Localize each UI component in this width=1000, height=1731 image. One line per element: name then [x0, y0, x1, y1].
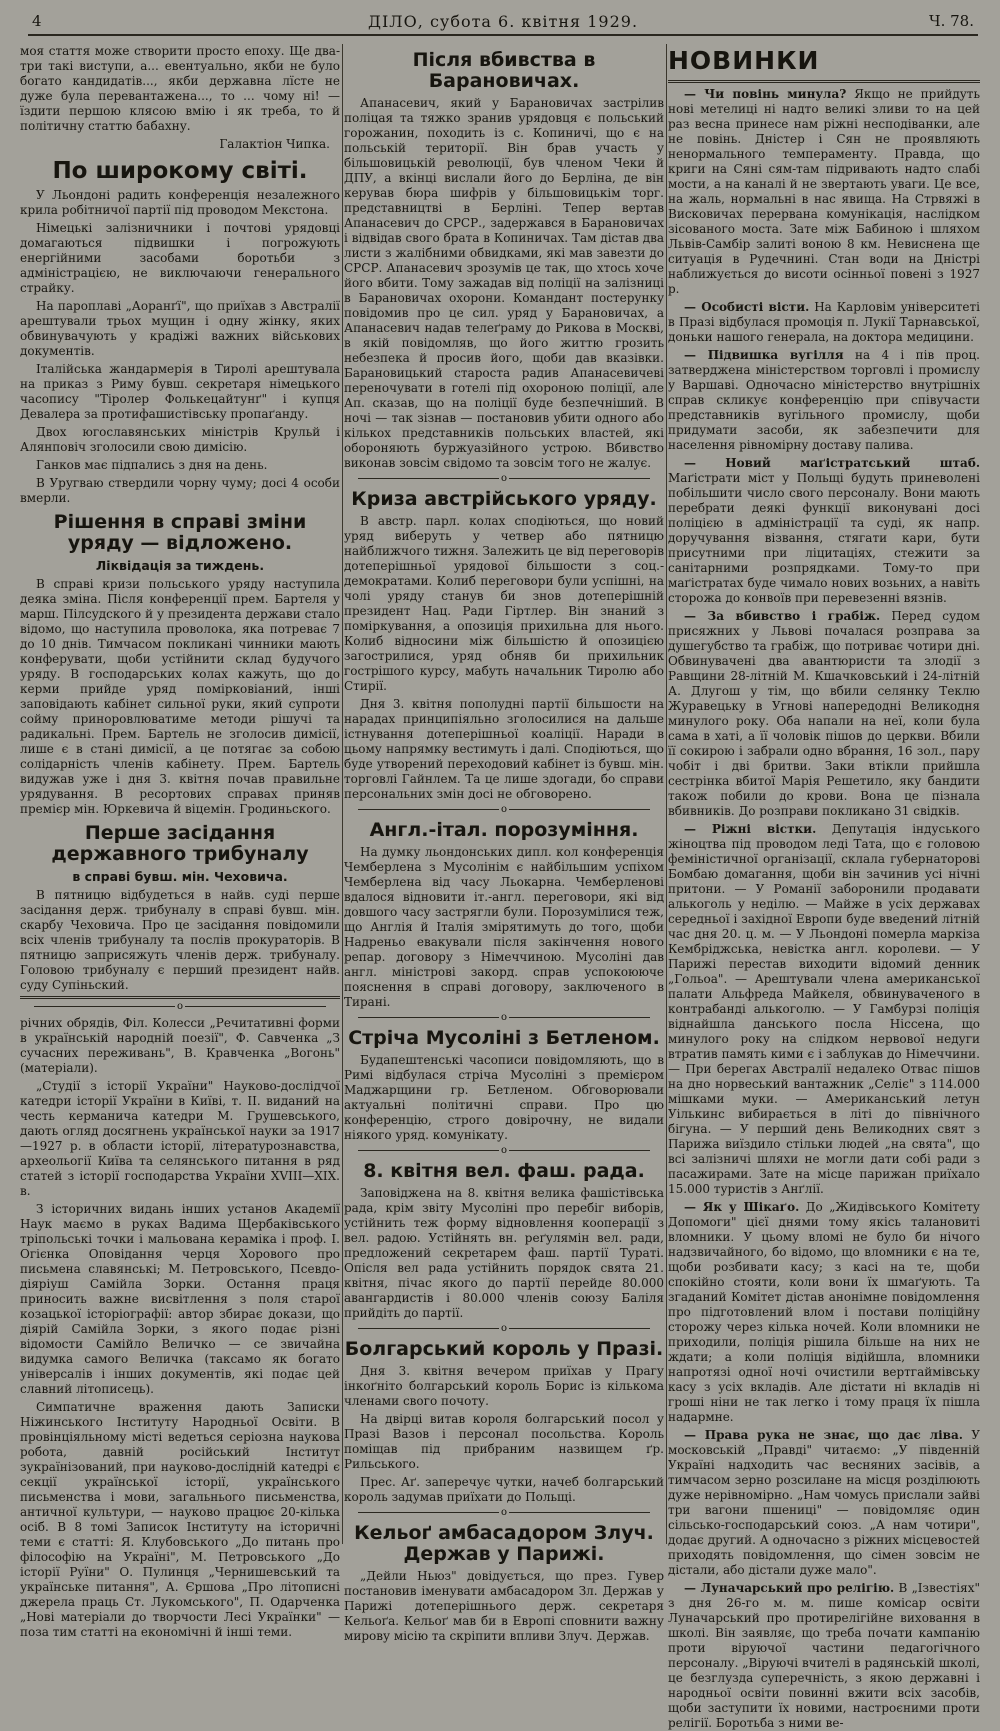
separator-ornament: o: [20, 1003, 340, 1011]
news-item: [668, 609, 980, 819]
news-item-text: на 4 і пів проц. затверджена міністерством торговлі і промислу у Варшаві. Одночасно міністерство внутрішніх справ скликує конференцію при співучасти представників вугільного промислу, щоби придумати засоби, як забезпечити для населення рівномірну доставу палива.: [668, 348, 980, 452]
news-item-lead: — Чи повінь минула?: [684, 87, 847, 101]
news-item: [668, 348, 980, 453]
news-item-text: Депутація індуського жіноцтва під проводом леді Тата, що є головою феміністичної організації, склала губернаторові Бомбаю домагання, щоби він зачинив усі нічні притони. — У Романії заборонили продавати алькоголь у неділю. — Майже в усіх державах середньої і західної Европи буде введений літній час дня 20. ц. м. — У Льондоні померла маркіза Кембріджська, невістка англ. королеви. — У Парижі перестав виходити відомий денник „Гольоа". — Арештували члена американської палати Альфреда Майкеля, обвинуваченого в контрабанді алькоголю. — У Гамбурзі поліція віднайшла данського посла Ніссена, що минулого року на слідком нервової недуги втратив память кими є і заблукав до Німеччини. — При берегах Австралії недалеко Отвас пішов на дно норвеський вантажник „Селіє" з 114.000 мішками муки. — Американський летун Уількинс вибирається в літі до північного бігуна. — У перший день Великодних свят з Парижа виїздило стільки людей „на свята", що всі залізничі шляхи не могли дати собі ради з пасажирами. Зате на місце парижан приїхало 15.000 туристів з Анґлії.: [668, 822, 980, 1196]
article-paragraph: На пароплаві „Аоранґї", що приїхав з Австралії арештували трьох мущин і одну жінку, яких обвинувачують у крадіжі важних військових документів.: [20, 299, 340, 358]
news-item-text: В „Ізвестіях" з дня 26-го м. м. пише комісар освіти Луначарський про протирелігійне виховання в школі. Він заявляє, що треба почати кампанію проти віруючої частини педагогічного персоналу. „Віруючі вчителі в радянській школі, це безглузда суперечність, з якою державні і народньої освіти повинні вжити всіх засобів, щоби заступити їх новими, настроєними проти релігії. Боротьба з ними ве-: [668, 1581, 980, 1730]
separator-ornament: o: [344, 1509, 664, 1517]
news-item-lead: — За вбивство і грабіж.: [684, 609, 881, 623]
headline-bethlen: Стріча Мусоліні з Бетленом.: [348, 1027, 660, 1049]
separator-ornament: o: [344, 475, 664, 483]
separator-ornament: o: [344, 1325, 664, 1333]
news-item: [668, 300, 980, 345]
news-item-lead: — Ріжні вістки.: [684, 822, 817, 836]
article-paragraph: Двох югославянських міністрів Крульй і Алянповіч зголосили свою димісію.: [20, 425, 340, 454]
issue-number: Ч. 78.: [929, 12, 974, 30]
article-paragraph: річних обрядів, Філ. Колесси „Речитативні форми в українській народній поезії", Ф. Савченка „З сучасних переживань", В. Кравченка „Вогонь" (матеріали).: [20, 1016, 340, 1075]
headline-baranovichi: Після вбивства в Барановичах.: [412, 49, 596, 92]
article-paragraph: Дня 3. квітня вечером приїхав у Прагу інкоґніто болгарський король Борис із кількома членами свого почоту.: [344, 1364, 664, 1408]
column-3: [668, 44, 980, 1730]
news-item-lead: — Луначарський про релігію.: [684, 1581, 895, 1595]
subheadline-cabinet: Ліквідація за тиждень.: [95, 558, 265, 573]
article-paragraph: Апанасевич, який у Барановичах застрілив поліцая та тяжко зранив урядовця є польський горожанин, походить із с. Копиничі, що є на польській території. Він брав участь у більшовицькій революції, був членом Чеки й ДПУ, а вкінці вислали його до Берліна, де він керував бюра шифрів у більшовицькім торг. представництві в Берліні. Тепер вертав Апанасевич до СРСР., задержався в Барановичах і відвідав свого брата в Копиничах. Там дістав два листи з жалібними обвидками, які мав завезти до СРСР. Апанасевич зрозумів це так, що хтось хоче його вбити. Тому зажадав від поліції на залізниці в Барановичах охорони. Командант постерунку повідомив про це сил. уряд у Барановичах, а Апанасевич надав телеґраму до Рикова в Москві, в якій повідомляв, що його життю грозить небезпека й просив його, щоби дав вказівки. Барановицький староста радив Апанасевичеві переночувати в готелі під охороною поліції, але Ап. сказав, що на поліції буде безпечніший. В ночі — так зізнав — постановив убити одного або кількох представників польських властей, які обороняють буржуазійного устрою. Вбивство виконав зовсім свідомо та зовсім того не жалує.: [344, 96, 664, 470]
separator-ornament: o: [344, 1147, 664, 1155]
column-1: [20, 44, 340, 1639]
article-paragraph: В пятницю відбудеться в найв. суді перше засідання держ. трибуналу в справі бувш. мін. скарбу Чеховича. Про це засідання повідомили всіх членів трибуналу та послів прокураторів. В пятницю заприсяжуть членів держ. трибуналу. Головою трибуналу є перший президент найв. суду Супіньский.: [20, 888, 340, 992]
news-item: [668, 1581, 980, 1731]
news-item: [668, 87, 980, 297]
headline-cabinet: Рішення в справі зміни уряду — відложено.: [53, 511, 307, 554]
headline-world: По широкому світі.: [52, 158, 308, 184]
article-paragraph: В Уругваю ствердили чорну чуму; досі 4 особи вмерли.: [20, 476, 340, 505]
news-item: [668, 822, 980, 1197]
article-paragraph: З історичних видань інших установ Академії Наук маємо в руках Вадима Щербаківського тріпольські точки і мальована кераміка і проф. І. Огієнка Оповідання черця Хорового про письмена славянські; М. Петровського, Псевдо-діяріуш Самійла Зорки. Остання праця приносить важне висвітлення з поля старої козацької історіографії: автор збирає докази, що діярій Самійла Зорки, з якого подає різні відомости Самійло Величко — се звичайна видумка самого Величка (таксамо як богато універсалів і інших документів, які подає цей славний літописець).: [20, 1202, 340, 1396]
article-paragraph: На двірці витав короля болгарський посол у Празі Вазов і персонал посольства. Король поміщав під прибраним назвищем ґр. Рильського.: [344, 1412, 664, 1471]
article-paragraph: На думку льондонських дипл. кол конференція Чемберлена з Мусолінім є найбільшим успіхом Чемберлена від часу Льокарна. Чемберленові вдалося відновити іт.-англ. переговори, які від довшого часу застрягли були. Порозумілися теж, що Англія й Італія змірятимуть до того, щоби Надреньо евакували після закінчення нового репар. договору з Німеччиною. Мусоліні дав англ. міністрові закорд. справ успокоююче пояснення в справі договору, заключеного в Тирані.: [344, 845, 664, 1009]
article-paragraph: „Студії з історії України" Науково-дослідчої катедри історії України в Київі, т. II. виданий на честь керманича катедри М. Грушевського, дають огляд досягнень української науки за 1917—1927 р. в области історії, літературознавства, археольогії Київа та селянського питання в ряд статей з історії господарства України XVIII—XIX. в.: [20, 1079, 340, 1198]
subheadline-tribunal: в справі бувш. мін. Чеховича.: [72, 869, 288, 884]
news-item: [668, 1200, 980, 1425]
separator-ornament: o: [344, 1014, 664, 1022]
headline-austria: Криза австрійського уряду.: [351, 488, 657, 510]
section-rule: [20, 996, 340, 999]
news-item-text: Маґістрати міст у Польщі будуть приневолені побільшити число свого персоналу. Вони мають перебрати деякі функції виконувані досі поліцією в адміністрації та суді, як напр. доручування візвання, стягати кари, бути присутними при ліцитаціях, стежити за санітарними розпрядками. Тому-то при маґістратах буде чимало нових возьних, а навіть сторожа до конвоїв при перевезенні вязнів.: [668, 471, 980, 605]
news-item-text: На Карловім університеті в Празі відбулася промоція п. Лукії Тарнавської, доньки нашого генерала, на доктора медицини.: [668, 300, 980, 344]
news-item-lead: — Підвишка вугілля: [684, 348, 844, 362]
article-paragraph: Італійська жандармерія в Тиролі арештувала на приказ з Риму бувш. секретаря німецького часопису "Тіролер Фолькецайтунґ" і купця Девалера за протифашистівську пропаґанду.: [20, 362, 340, 421]
article-paragraph: моя стаття може створити просто епоху. Ще два-три такі виступи, а... евентуально, якби не було богато кандидатів..., якби державна лїсте не дуже була перевантажена..., то ... чому ні! — їздити першою клясою вмію і як треба, то й політичну статтю бабахну.: [20, 44, 340, 133]
news-item-text: До „Жидівського Комітету Допомоги" цієї днями тому якісь талановиті вломники. У цьому вломі не було би нічого надзвичайного, бо відомо, що вломники є на те, щоби розбивати касу; з касі на те, щоби спокійно стояти, коли вони їх шмаґують. Та згаданий Комітет дістав анонімне повідомлення про підготовлений влом і постави поліційну сторожу через кілька ночей. Коли вломники не приходили, поліція рішила більше на них не ждати; а коли поліція відійшла, вломники напротязі одної ночі очистили вертгаймівську касу з усіх вкладів. Але дістати ні вкладів ні гроші ніни не так легко і тому праця їх пішла надармне.: [668, 1200, 980, 1424]
headline-fascist-council: 8. квітня вел. фаш. рада.: [363, 1160, 645, 1182]
headline-kellogg: Кельоґ амбасадором Злуч. Держав у Парижі.: [354, 1522, 654, 1565]
article-paragraph: Заповіджена на 8. квітня велика фашістівська рада, крім звіту Мусоліні про перебіг виборів, устійнить теж форму відновлення кооперації з вел. радою. Устійнять вн. реґулямін вел. ради, предложений секретарем фаш. партії Тураті. Опісля вел рада устійнить порядок свята 21. квітня, пічас якого до партії перейде 80.000 авангардистів і 80.000 членів союзу Баліля прийдіть до партії.: [344, 1186, 664, 1320]
article-paragraph: У Льондоні радить конференція незалежного крила робітничої партії під проводом Мекстона.: [20, 188, 340, 217]
article-paragraph: Німецькі залізничники і почтові урядовці домагаються підвишки і погрожують енергійними засобами боротьби з адміністрацією, не виключаючи генерального страйку.: [20, 221, 340, 295]
news-item-lead: — Новий маґістратський штаб.: [684, 456, 980, 470]
page-number: 4: [32, 12, 42, 30]
column-rule: [666, 44, 667, 1544]
news-item-text: Перед судом присяжних у Львові почалася розправа за душегубство та грабіж, що потриває чотири дні. Обвинувачені два авантюристи та злодії з Равщини 28-літній М. Кшачковський і 24-літній А. Длугош у тім, що вбили селянку Теклю Журавецьку в Угнові напередодні Великодня минулого року. Оба напали на неї, коли була сама в хаті, а її чоловік пішов до церкви. Вбили її сокирою і забрали одно вбрання, 16 зол., пару чобіт і дві бритви. Заки втікли прийшла сестрінка вбитої Марія Решетило, яку бандити також побили до крови. Вона це пізнала вбивників. До розправи покликано 31 свідків.: [668, 609, 980, 818]
article-paragraph: Будапештенські часописи повідомляють, що в Римі відбулася стріча Мусоліні з премієром Маджарщини гр. Бетленом. Обговорювали актуальні політичні справи. Про цю конференцію, строго довірочну, не видали ніякого уряд. комунікату.: [344, 1053, 664, 1142]
column-rule: [342, 44, 343, 1544]
news-item: [668, 456, 980, 606]
signature: Галактіон Чипка.: [219, 137, 330, 151]
news-item-lead: — Особисті вісти.: [684, 300, 810, 314]
article-paragraph: Ганков має підпались з дня на день.: [36, 458, 268, 472]
article-paragraph: Дня 3. квітня пополудні партії більшости на нарадах принципіяльно зголосилися на дальше істнування дотеперішньої коаліції. Наради в цьому напрямку вестимуть і далі. Сподіються, що буде утворений переходовий кабінет із бувш. мін. торговлі Гайнлем. Та це лише здогади, бо справи персональних змін досі не обговорено.: [344, 697, 664, 801]
news-item-lead: — Права рука не знає, що дає ліва.: [684, 1428, 963, 1442]
news-item-lead: — Як у Шікаґо.: [684, 1200, 800, 1214]
separator-ornament: o: [344, 806, 664, 814]
column-2: [344, 44, 664, 1643]
news-item-text: Якщо не прийдуть нові метелиці ні надто великі зливи то на цей раз весна принесе нам ріжні несподіванки, але не повінь. Дністер і Сян не проявляють ненормального темпераменту. Правда, що криги на Сяні сям-там підривають надто слабі мости, а на каналі й не звертають уваги. Це все, на жаль, нормальні в нас явища. На Стрвяжі в Висковичах перервана комунікація, наслідком зісованого моста. Зате між Бабиною і шляхом Львів-Самбір залиті воною 8 км. Невиснена ще ситуація в Рудечнині. Стан води на Дністрі наближується до висоти осінньої повені з 1927 р.: [668, 87, 980, 296]
news-item-text: У московській „Правді" читаємо: „У південній Україні надходить час весняних засівів, а тимчасом зерно розсилане на місця розділюють дуже нерівномірно. „Нам чомусь прислали зайві три вагони пшениці" — повідомляє один сільсько-господарський союз. „А нам чотири", додає другий. А одночасно з ріжних місцевостей приходять повідомлення, що сімен зовсім не дістали, або дістали дуже мало".: [668, 1428, 980, 1577]
news-item: [668, 1428, 980, 1578]
section-rule: [668, 80, 980, 83]
headline-bulgaria: Болгарський король у Празі.: [344, 1338, 664, 1360]
article-paragraph: Симпатичне враження дають Записки Ніжинського Інституту Народньої Освіти. В провінціяльному місті ведеться серіозна наукова робота, давній російський Інститут зукраїнізований, при науково-дослідній катедрі є секції української історії, українського письменства і мови, загальнього письменства, античної культури, — науково працює 20-кілька осіб. В 8 томі Записок Інституту на історичні теми є статті: Я. Клубовського „До питань про філософію на Україні", М. Петровського „До історії Руїни" О. Пулинця „Чернишевський та українське питання", А. Єршова „Про літописні джерела праць Ст. Лукомського", П. Одарченка „Нові матеріали до творчости Лесі Українки" — поза тим статті на економічні й інші теми.: [20, 1400, 340, 1639]
section-title-novinky: НОВИНКИ: [668, 46, 820, 75]
masthead-title: ДІЛО, субота 6. квітня 1929.: [367, 12, 639, 31]
article-paragraph: Прес. Аґ. заперечує чутки, начеб болгарський король задумав приїхати до Польщі.: [344, 1475, 664, 1504]
headline-tribunal: Перше засідання державного трибуналу: [51, 822, 309, 865]
article-paragraph: „Дейли Ньюз" довідується, що през. Гувер постановив іменувати амбасадором Зл. Держав у Парижі дотеперішнього держ. секретаря Кельоґа. Кельоґ мав би в Европі сповнити важну мирову місію та скріпити впливи Злуч. Держав.: [344, 1569, 664, 1643]
article-paragraph: В справі кризи польського уряду наступила деяка зміна. Після конференції прем. Бартеля у марш. Пілсудского й у президента держави стало відомо, що наступила проволока, яка потреває 7 до 10 днів. Тимчасом покликані чинники мають конферувати, щоби устійнити склад будучого уряду. В господарських колах кажуть, що до керми прийде уряд помірковіаний, інші заповідають кабінет сильної руки, який супроти сойму приноровлюватиме методи рішучі та радикальні. Прем. Бартель не зголосив димісії, лише є в стані димісії, а це потягає за собою солідарність членів кабінету. Прем. Бартель видужав уже і дня 3. квітня почав правильне урядування. В ресортових справах приняв премієр мін. Юркевича й віцемін. Гродиньского.: [20, 577, 340, 816]
headline-anglo-italian: Англ.-італ. порозуміння.: [369, 819, 639, 841]
masthead: [28, 10, 978, 36]
article-paragraph: В австр. парл. колах сподіються, що новий уряд виберуть у четвер або пятницю найближчого тижня. Залежить це від переговорів дотеперішньої урядової більшости з соц.-демократами. Колиб переговори були успішні, на чолі уряду станув би знов дотеперішній президент Нац. Ради Гіртлер. Він знаний з поміркування, а опозиція прихильна для нього. Колиб відносини між більшістю й опозицією загострилися, уряд обняв би прихильник гострішого курсу, мабуть начальник Тиролю або Стирії.: [344, 514, 664, 693]
